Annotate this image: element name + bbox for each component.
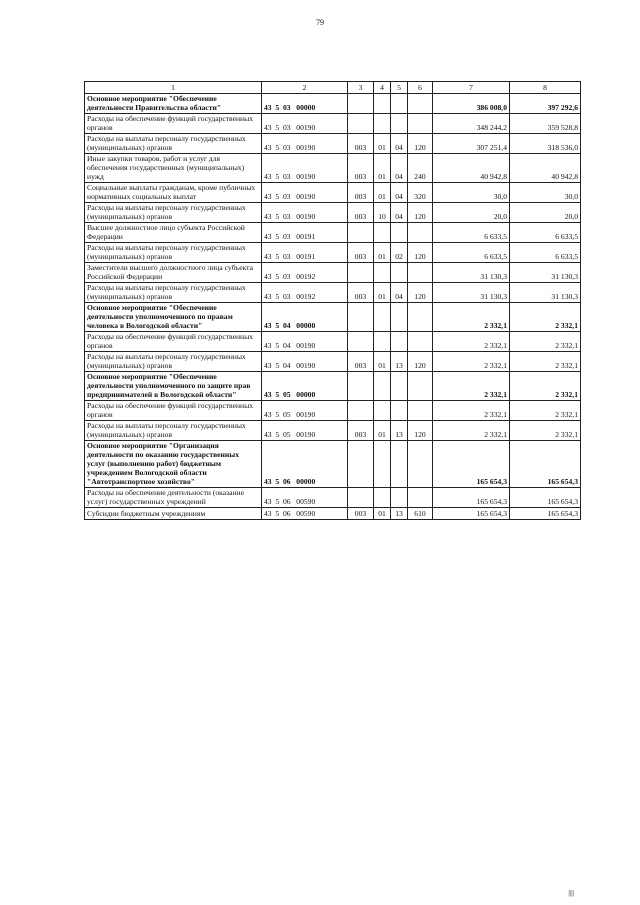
table-row <box>85 154 581 183</box>
table-row <box>85 332 581 352</box>
row-name-cell: Основное мероприятие "Обеспечение деятельности уполномоченного по защите прав предпринимателей в Вологодской области" <box>85 372 262 401</box>
table-header-row <box>85 82 581 94</box>
row-c6-cell <box>408 488 433 508</box>
row-code-cell: 43 5 03 00190 <box>262 154 348 183</box>
row-code-cell: 43 5 03 00190 <box>262 183 348 203</box>
row-c3-cell <box>348 303 374 332</box>
row-c4-cell: 10 <box>374 203 391 223</box>
row-c3-cell <box>348 332 374 352</box>
row-c6-cell: 120 <box>408 134 433 154</box>
row-c5-cell <box>391 401 408 421</box>
row-name-cell: Высшее должностное лицо субъекта Российской Федерации <box>85 223 262 243</box>
row-c5-cell <box>391 332 408 352</box>
row-c5-cell <box>391 223 408 243</box>
row-code-cell: 43 5 05 00190 <box>262 421 348 441</box>
row-value7-cell: 6 633,5 <box>433 243 510 263</box>
row-name-cell: Расходы на выплаты персоналу государственных (муниципальных) органов <box>85 283 262 303</box>
row-name-cell: Заместители высшего должностного лица субъекта Российской Федерации <box>85 263 262 283</box>
row-value8-cell: 2 332,1 <box>510 352 581 372</box>
row-c4-cell: 01 <box>374 243 391 263</box>
row-code-cell: 43 5 04 00000 <box>262 303 348 332</box>
row-c6-cell <box>408 263 433 283</box>
row-value7-cell: 2 332,1 <box>433 421 510 441</box>
row-value8-cell: 31 130,3 <box>510 283 581 303</box>
row-value8-cell: 165 654,3 <box>510 488 581 508</box>
row-c3-cell: 003 <box>348 183 374 203</box>
row-c5-cell <box>391 303 408 332</box>
row-c5-cell: 13 <box>391 421 408 441</box>
row-value8-cell: 2 332,1 <box>510 421 581 441</box>
row-c6-cell <box>408 372 433 401</box>
row-value8-cell: 31 130,3 <box>510 263 581 283</box>
row-c4-cell <box>374 303 391 332</box>
row-name-cell: Расходы на выплаты персоналу государственных (муниципальных) органов <box>85 203 262 223</box>
row-c5-cell: 13 <box>391 352 408 372</box>
row-value8-cell: 165 654,3 <box>510 441 581 488</box>
table-row <box>85 441 581 488</box>
row-c5-cell <box>391 263 408 283</box>
row-c5-cell <box>391 488 408 508</box>
row-c3-cell: 003 <box>348 154 374 183</box>
table-row <box>85 114 581 134</box>
row-c4-cell <box>374 372 391 401</box>
row-value7-cell: 30,0 <box>433 183 510 203</box>
row-value8-cell: 30,0 <box>510 183 581 203</box>
row-c6-cell <box>408 401 433 421</box>
header-cell: 6 <box>408 82 433 94</box>
row-value8-cell: 20,0 <box>510 203 581 223</box>
row-code-cell: 43 5 03 00191 <box>262 243 348 263</box>
row-c5-cell: 04 <box>391 283 408 303</box>
header-cell: 2 <box>262 82 348 94</box>
table-row <box>85 243 581 263</box>
page-number: 79 <box>316 18 324 27</box>
row-value7-cell: 40 942,8 <box>433 154 510 183</box>
row-c4-cell: 01 <box>374 283 391 303</box>
row-c4-cell: 01 <box>374 154 391 183</box>
row-c6-cell <box>408 94 433 114</box>
row-c4-cell <box>374 332 391 352</box>
row-c6-cell: 120 <box>408 283 433 303</box>
row-value7-cell: 20,0 <box>433 203 510 223</box>
table-row <box>85 401 581 421</box>
row-name-cell: Основное мероприятие "Обеспечение деятельности Правительства области" <box>85 94 262 114</box>
row-c4-cell: 01 <box>374 421 391 441</box>
row-c6-cell <box>408 332 433 352</box>
row-code-cell: 43 5 03 00191 <box>262 223 348 243</box>
row-value8-cell: 397 292,6 <box>510 94 581 114</box>
row-c6-cell: 120 <box>408 352 433 372</box>
row-c4-cell <box>374 94 391 114</box>
table-row <box>85 508 581 520</box>
row-c3-cell <box>348 223 374 243</box>
row-code-cell: 43 5 03 00192 <box>262 263 348 283</box>
row-name-cell: Расходы на выплаты персоналу государственных (муниципальных) органов <box>85 134 262 154</box>
row-value8-cell: 2 332,1 <box>510 332 581 352</box>
row-value7-cell: 31 130,3 <box>433 263 510 283</box>
row-value8-cell: 359 528,8 <box>510 114 581 134</box>
row-c5-cell: 04 <box>391 203 408 223</box>
row-code-cell: 43 5 05 00190 <box>262 401 348 421</box>
row-name-cell: Расходы на обеспечение функций государственных органов <box>85 114 262 134</box>
row-c6-cell: 610 <box>408 508 433 520</box>
row-c6-cell: 120 <box>408 243 433 263</box>
row-c4-cell <box>374 263 391 283</box>
table-row <box>85 263 581 283</box>
row-c4-cell: 01 <box>374 183 391 203</box>
row-name-cell: Расходы на обеспечение функций государственных органов <box>85 332 262 352</box>
row-code-cell: 43 5 05 00000 <box>262 372 348 401</box>
row-c3-cell <box>348 114 374 134</box>
row-c3-cell: 003 <box>348 283 374 303</box>
row-c6-cell: 320 <box>408 183 433 203</box>
table-row <box>85 372 581 401</box>
row-code-cell: 43 5 06 00000 <box>262 441 348 488</box>
table-row <box>85 488 581 508</box>
row-c5-cell <box>391 94 408 114</box>
row-c6-cell <box>408 223 433 243</box>
row-code-cell: 43 5 04 00190 <box>262 352 348 372</box>
table-row <box>85 94 581 114</box>
row-value7-cell: 2 332,1 <box>433 372 510 401</box>
row-code-cell: 43 5 04 00190 <box>262 332 348 352</box>
row-value8-cell: 6 633,5 <box>510 243 581 263</box>
row-c3-cell: 003 <box>348 243 374 263</box>
row-c5-cell: 04 <box>391 183 408 203</box>
row-c3-cell <box>348 441 374 488</box>
row-code-cell: 43 5 03 00000 <box>262 94 348 114</box>
header-cell: 3 <box>348 82 374 94</box>
row-c6-cell: 240 <box>408 154 433 183</box>
row-c3-cell <box>348 372 374 401</box>
row-c4-cell <box>374 488 391 508</box>
row-c3-cell: 003 <box>348 203 374 223</box>
row-code-cell: 43 5 03 00190 <box>262 134 348 154</box>
footer-mark: |||| <box>568 889 574 897</box>
row-name-cell: Субсидии бюджетным учреждениям <box>85 508 262 520</box>
row-c3-cell <box>348 488 374 508</box>
row-c5-cell: 13 <box>391 508 408 520</box>
row-value7-cell: 2 332,1 <box>433 332 510 352</box>
row-c6-cell: 120 <box>408 203 433 223</box>
row-value7-cell: 348 244,2 <box>433 114 510 134</box>
row-c6-cell <box>408 114 433 134</box>
table-row <box>85 183 581 203</box>
row-value7-cell: 165 654,3 <box>433 508 510 520</box>
row-value7-cell: 2 332,1 <box>433 303 510 332</box>
row-value8-cell: 2 332,1 <box>510 372 581 401</box>
row-c3-cell <box>348 401 374 421</box>
table-row <box>85 223 581 243</box>
table-row <box>85 203 581 223</box>
row-c3-cell: 003 <box>348 352 374 372</box>
row-c4-cell <box>374 114 391 134</box>
row-c4-cell: 01 <box>374 134 391 154</box>
row-code-cell: 43 5 03 00190 <box>262 114 348 134</box>
row-c5-cell: 04 <box>391 134 408 154</box>
row-c5-cell: 04 <box>391 154 408 183</box>
row-c5-cell: 02 <box>391 243 408 263</box>
row-name-cell: Расходы на выплаты персоналу государственных (муниципальных) органов <box>85 352 262 372</box>
row-name-cell: Основное мероприятие "Организация деятельности по оказанию государственных услуг (выполнению работ) бюджетным учреждением Вологодской области "Автотранспортное хозяйство" <box>85 441 262 488</box>
row-c4-cell <box>374 401 391 421</box>
row-c6-cell <box>408 303 433 332</box>
header-cell: 5 <box>391 82 408 94</box>
row-value7-cell: 165 654,3 <box>433 441 510 488</box>
row-c5-cell <box>391 441 408 488</box>
row-code-cell: 43 5 06 00590 <box>262 488 348 508</box>
row-c4-cell <box>374 223 391 243</box>
table-row <box>85 303 581 332</box>
row-value7-cell: 165 654,3 <box>433 488 510 508</box>
row-value7-cell: 2 332,1 <box>433 352 510 372</box>
row-c4-cell <box>374 441 391 488</box>
row-c5-cell <box>391 372 408 401</box>
table-row <box>85 352 581 372</box>
row-c6-cell <box>408 441 433 488</box>
table-row <box>85 134 581 154</box>
row-name-cell: Расходы на выплаты персоналу государственных (муниципальных) органов <box>85 421 262 441</box>
row-name-cell: Расходы на обеспечение функций государственных органов <box>85 401 262 421</box>
table-row <box>85 283 581 303</box>
row-c3-cell: 003 <box>348 134 374 154</box>
header-cell: 7 <box>433 82 510 94</box>
row-value7-cell: 2 332,1 <box>433 401 510 421</box>
row-c3-cell: 003 <box>348 508 374 520</box>
budget-table <box>84 81 581 520</box>
header-cell: 1 <box>85 82 262 94</box>
row-value8-cell: 165 654,3 <box>510 508 581 520</box>
row-name-cell: Основное мероприятие "Обеспечение деятельности уполномоченного по правам человека в Вологодской области" <box>85 303 262 332</box>
header-cell: 8 <box>510 82 581 94</box>
row-c6-cell: 120 <box>408 421 433 441</box>
row-name-cell: Иные закупки товаров, работ и услуг для обеспечения государственных (муниципальных) нужд <box>85 154 262 183</box>
row-code-cell: 43 5 06 00590 <box>262 508 348 520</box>
row-code-cell: 43 5 03 00190 <box>262 203 348 223</box>
row-c4-cell: 01 <box>374 352 391 372</box>
row-value7-cell: 307 251,4 <box>433 134 510 154</box>
row-value7-cell: 6 633,5 <box>433 223 510 243</box>
header-cell: 4 <box>374 82 391 94</box>
row-code-cell: 43 5 03 00192 <box>262 283 348 303</box>
row-value8-cell: 2 332,1 <box>510 303 581 332</box>
row-value7-cell: 31 130,3 <box>433 283 510 303</box>
row-name-cell: Социальные выплаты гражданам, кроме публичных нормативных социальных выплат <box>85 183 262 203</box>
row-value8-cell: 318 536,0 <box>510 134 581 154</box>
row-c4-cell: 01 <box>374 508 391 520</box>
table-row <box>85 421 581 441</box>
row-name-cell: Расходы на обеспечение деятельности (оказание услуг) государственных учреждений <box>85 488 262 508</box>
row-c3-cell <box>348 263 374 283</box>
row-value8-cell: 40 942,8 <box>510 154 581 183</box>
row-value7-cell: 386 008,0 <box>433 94 510 114</box>
row-name-cell: Расходы на выплаты персоналу государственных (муниципальных) органов <box>85 243 262 263</box>
row-c5-cell <box>391 114 408 134</box>
row-c3-cell <box>348 94 374 114</box>
row-c3-cell: 003 <box>348 421 374 441</box>
row-value8-cell: 2 332,1 <box>510 401 581 421</box>
row-value8-cell: 6 633,5 <box>510 223 581 243</box>
